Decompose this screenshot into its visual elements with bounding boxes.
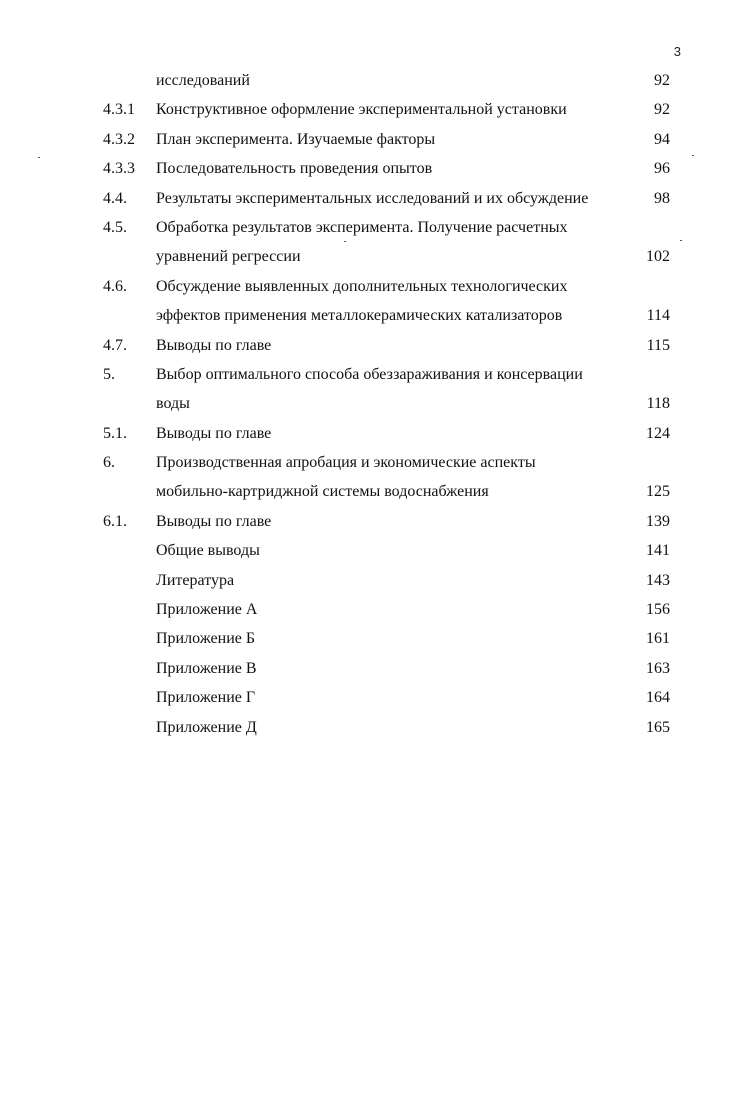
- toc-title: Результаты экспериментальных исследований и их обсуждение: [156, 189, 589, 207]
- toc-row: [0, 95, 733, 124]
- toc-number: 6.1.: [103, 512, 127, 530]
- toc-row: [0, 389, 733, 418]
- toc-number: 5.1.: [103, 424, 127, 442]
- toc-page: 156: [646, 601, 670, 619]
- toc-row: [0, 331, 733, 360]
- toc-page: 125: [646, 483, 670, 501]
- toc-row: [0, 154, 733, 183]
- toc-title: Выводы по главе: [156, 512, 272, 530]
- table-of-contents: [0, 66, 733, 742]
- scan-speck: [344, 241, 346, 242]
- toc-row: [0, 301, 733, 330]
- toc-row: [0, 683, 733, 712]
- toc-row: [0, 360, 733, 389]
- toc-row: [0, 624, 733, 653]
- toc-title: уравнений регрессии: [156, 248, 301, 266]
- toc-number: 4.5.: [103, 218, 127, 236]
- toc-page: 163: [646, 659, 670, 677]
- toc-row: [0, 448, 733, 477]
- toc-number: 4.3.3: [103, 160, 135, 178]
- toc-title: Приложение В: [156, 659, 257, 677]
- toc-row: [0, 272, 733, 301]
- toc-page: 96: [654, 160, 670, 178]
- toc-title: Обсуждение выявленных дополнительных технологических: [156, 277, 568, 295]
- toc-page: 161: [646, 630, 670, 648]
- scan-speck: [692, 155, 694, 156]
- toc-page: 164: [646, 689, 670, 707]
- toc-page: 94: [654, 130, 670, 148]
- scan-speck: [38, 157, 40, 158]
- toc-title: Приложение Д: [156, 718, 257, 736]
- toc-title: Выводы по главе: [156, 336, 272, 354]
- page-number: 3: [673, 44, 681, 59]
- toc-page: 118: [646, 395, 670, 413]
- toc-title: воды: [156, 395, 190, 413]
- toc-title: мобильно-картриджной системы водоснабжения: [156, 483, 489, 501]
- toc-page: 98: [654, 189, 670, 207]
- toc-title: Последовательность проведения опытов: [156, 160, 433, 178]
- toc-title: План эксперимента. Изучаемые факторы: [156, 130, 436, 148]
- toc-row: [0, 507, 733, 536]
- toc-row: [0, 566, 733, 595]
- toc-row: [0, 477, 733, 506]
- toc-row: [0, 536, 733, 565]
- scan-speck: [680, 240, 682, 241]
- toc-page: 141: [646, 542, 670, 560]
- toc-page: 115: [646, 336, 670, 354]
- toc-row: [0, 713, 733, 742]
- toc-row: [0, 66, 733, 95]
- toc-page: 143: [646, 571, 670, 589]
- toc-row: [0, 242, 733, 271]
- toc-title: Выбор оптимального способа обеззараживания и консервации: [156, 365, 583, 383]
- toc-title: исследований: [156, 72, 250, 89]
- toc-title: Общие выводы: [156, 542, 260, 560]
- toc-title: Выводы по главе: [156, 424, 272, 442]
- toc-page: 92: [654, 101, 670, 119]
- toc-number: 4.7.: [103, 336, 127, 354]
- toc-row: [0, 654, 733, 683]
- toc-page: 102: [646, 248, 670, 266]
- toc-page: 124: [646, 424, 670, 442]
- toc-page: 139: [646, 512, 670, 530]
- toc-number: 5.: [103, 365, 115, 383]
- toc-page: 114: [646, 307, 670, 325]
- toc-number: 4.4.: [103, 189, 127, 207]
- toc-title: Конструктивное оформление экспериментальной установки: [156, 101, 567, 119]
- toc-number: 6.: [103, 454, 115, 472]
- toc-number: 4.3.2: [103, 130, 135, 148]
- toc-row: [0, 419, 733, 448]
- toc-number: 4.3.1: [103, 101, 135, 119]
- toc-page: 165: [646, 718, 670, 736]
- toc-title: Производственная апробация и экономические аспекты: [156, 454, 536, 472]
- toc-title: Приложение Б: [156, 630, 256, 648]
- toc-number: 4.6.: [103, 277, 127, 295]
- toc-title: Приложение А: [156, 601, 258, 619]
- toc-row: [0, 125, 733, 154]
- toc-title: Обработка результатов эксперимента. Получение расчетных: [156, 218, 568, 236]
- toc-title: Приложение Г: [156, 689, 256, 707]
- toc-page: 92: [654, 72, 670, 89]
- toc-title: эффектов применения металлокерамических катализаторов: [156, 307, 563, 325]
- toc-row: [0, 184, 733, 213]
- toc-row: [0, 213, 733, 242]
- toc-row: [0, 595, 733, 624]
- toc-title: Литература: [156, 571, 235, 589]
